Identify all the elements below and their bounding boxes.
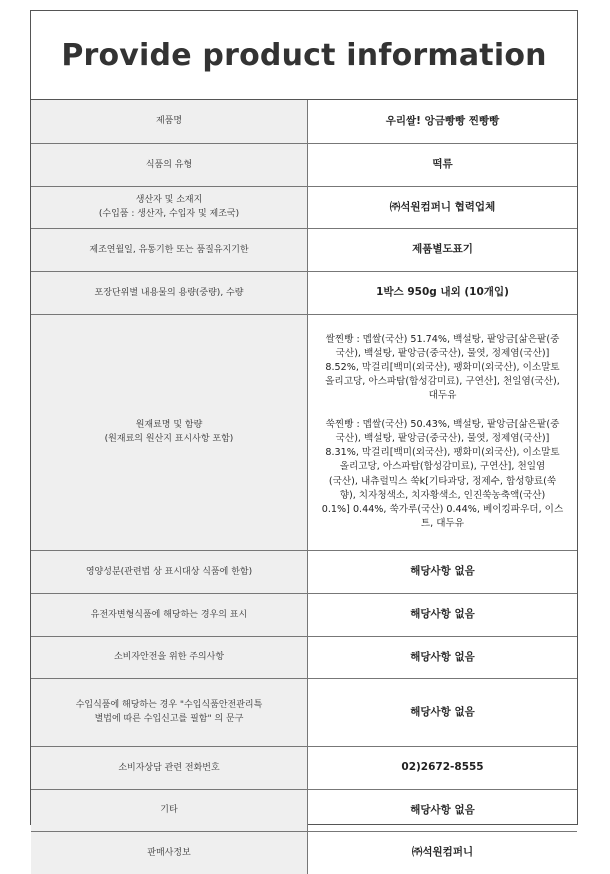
row-label: 기타 [31,789,308,831]
product-info-sheet [30,10,578,859]
paragraph-gap [314,404,571,418]
table-row [31,789,577,831]
row-value: ㈜석원컴퍼니 협력업체 [308,186,578,228]
table-row [31,186,577,228]
row-value: ㈜석원컴퍼니 [308,831,578,874]
table-row [31,593,577,636]
row-label: 수입식품에 해당하는 경우 "수입식품안전관리특 별법에 따른 수입신고를 필함" 의 문구 [31,678,308,746]
row-value: 제품별도표기 [308,228,578,271]
ingredients-value [308,314,578,550]
row-value: 해당사항 없음 [308,593,578,636]
row-label: 원재료명 및 함량 (원재료의 원산지 표시사항 포함) [31,314,308,550]
table-row [31,271,577,314]
table-row [31,636,577,678]
row-label: 생산자 및 소재지 (수입품 : 생산자, 수입자 및 제조국) [31,186,308,228]
row-label: 판매사정보 [31,831,308,874]
table-row [31,678,577,746]
row-value: 02)2672-8555 [308,746,578,789]
table-row [31,228,577,271]
row-value: 해당사항 없음 [308,678,578,746]
ingredients-rice-bun: 쌀찐빵 : 멥쌀(국산) 51.74%, 백설탕, 팥앙금[삶은팥(중 국산), 백설탕, 팥앙금(중국산), 물엿, 정제염(국산)] 8.52%, 막걸리[백미(외국산), 팽화미(외국산), 이소말토 올리고당, 아스파탐(합성감미료), 구연산], 천일염(국산), 대두유 [325,333,560,402]
table-row [31,746,577,789]
row-label: 소비자상담 관련 전화번호 [31,746,308,789]
row-label: 영양성분(관련법 상 표시대상 식품에 한함) [31,550,308,593]
row-label: 포장단위별 내용물의 용량(중량), 수량 [31,271,308,314]
table-row [31,314,577,550]
row-label: 제조연월일, 유통기한 또는 품질유지기한 [31,228,308,271]
row-value: 해당사항 없음 [308,550,578,593]
page-title: Provide product information [31,11,577,100]
table-row [31,100,577,143]
row-value: 우리쌀! 앙금빵빵 찐빵빵 [385,114,500,127]
product-info-table [31,100,577,874]
table-row [31,550,577,593]
ingredients-mugwort-bun: 쑥찐빵 : 멥쌀(국산) 50.43%, 백설탕, 팥앙금[삶은팥(중 국산), 백설탕, 팥앙금(중국산), 물엿, 정제염(국산)] 8.31%, 막걸리[백미(외국산), 팽화미(외국산), 이소말토 올리고당, 아스파탐(합성감미료), 구연산], 천일염 (국산), 내츄럴믹스 쑥k[기타과당, 정제수, 합성향료(쑥 향), 치자청색소, 치자황색소, 인진쑥농축액(국산) 0.1%] 0.44%, 쑥가루(국산) 0.44%, 베이킹파우더, 이스 트, 대두유 [321,418,564,530]
row-label: 소비자안전을 위한 주의사항 [31,636,308,678]
row-value: 떡류 [308,143,578,186]
row-value: 1박스 950g 내외 (10개입) [308,271,578,314]
row-value: 해당사항 없음 [308,789,578,831]
table-row [31,831,577,874]
row-label: 식품의 유형 [31,143,308,186]
row-value: 해당사항 없음 [308,636,578,678]
row-label: 제품명 [31,100,308,143]
row-label: 유전자변형식품에 해당하는 경우의 표시 [31,593,308,636]
table-row [31,143,577,186]
